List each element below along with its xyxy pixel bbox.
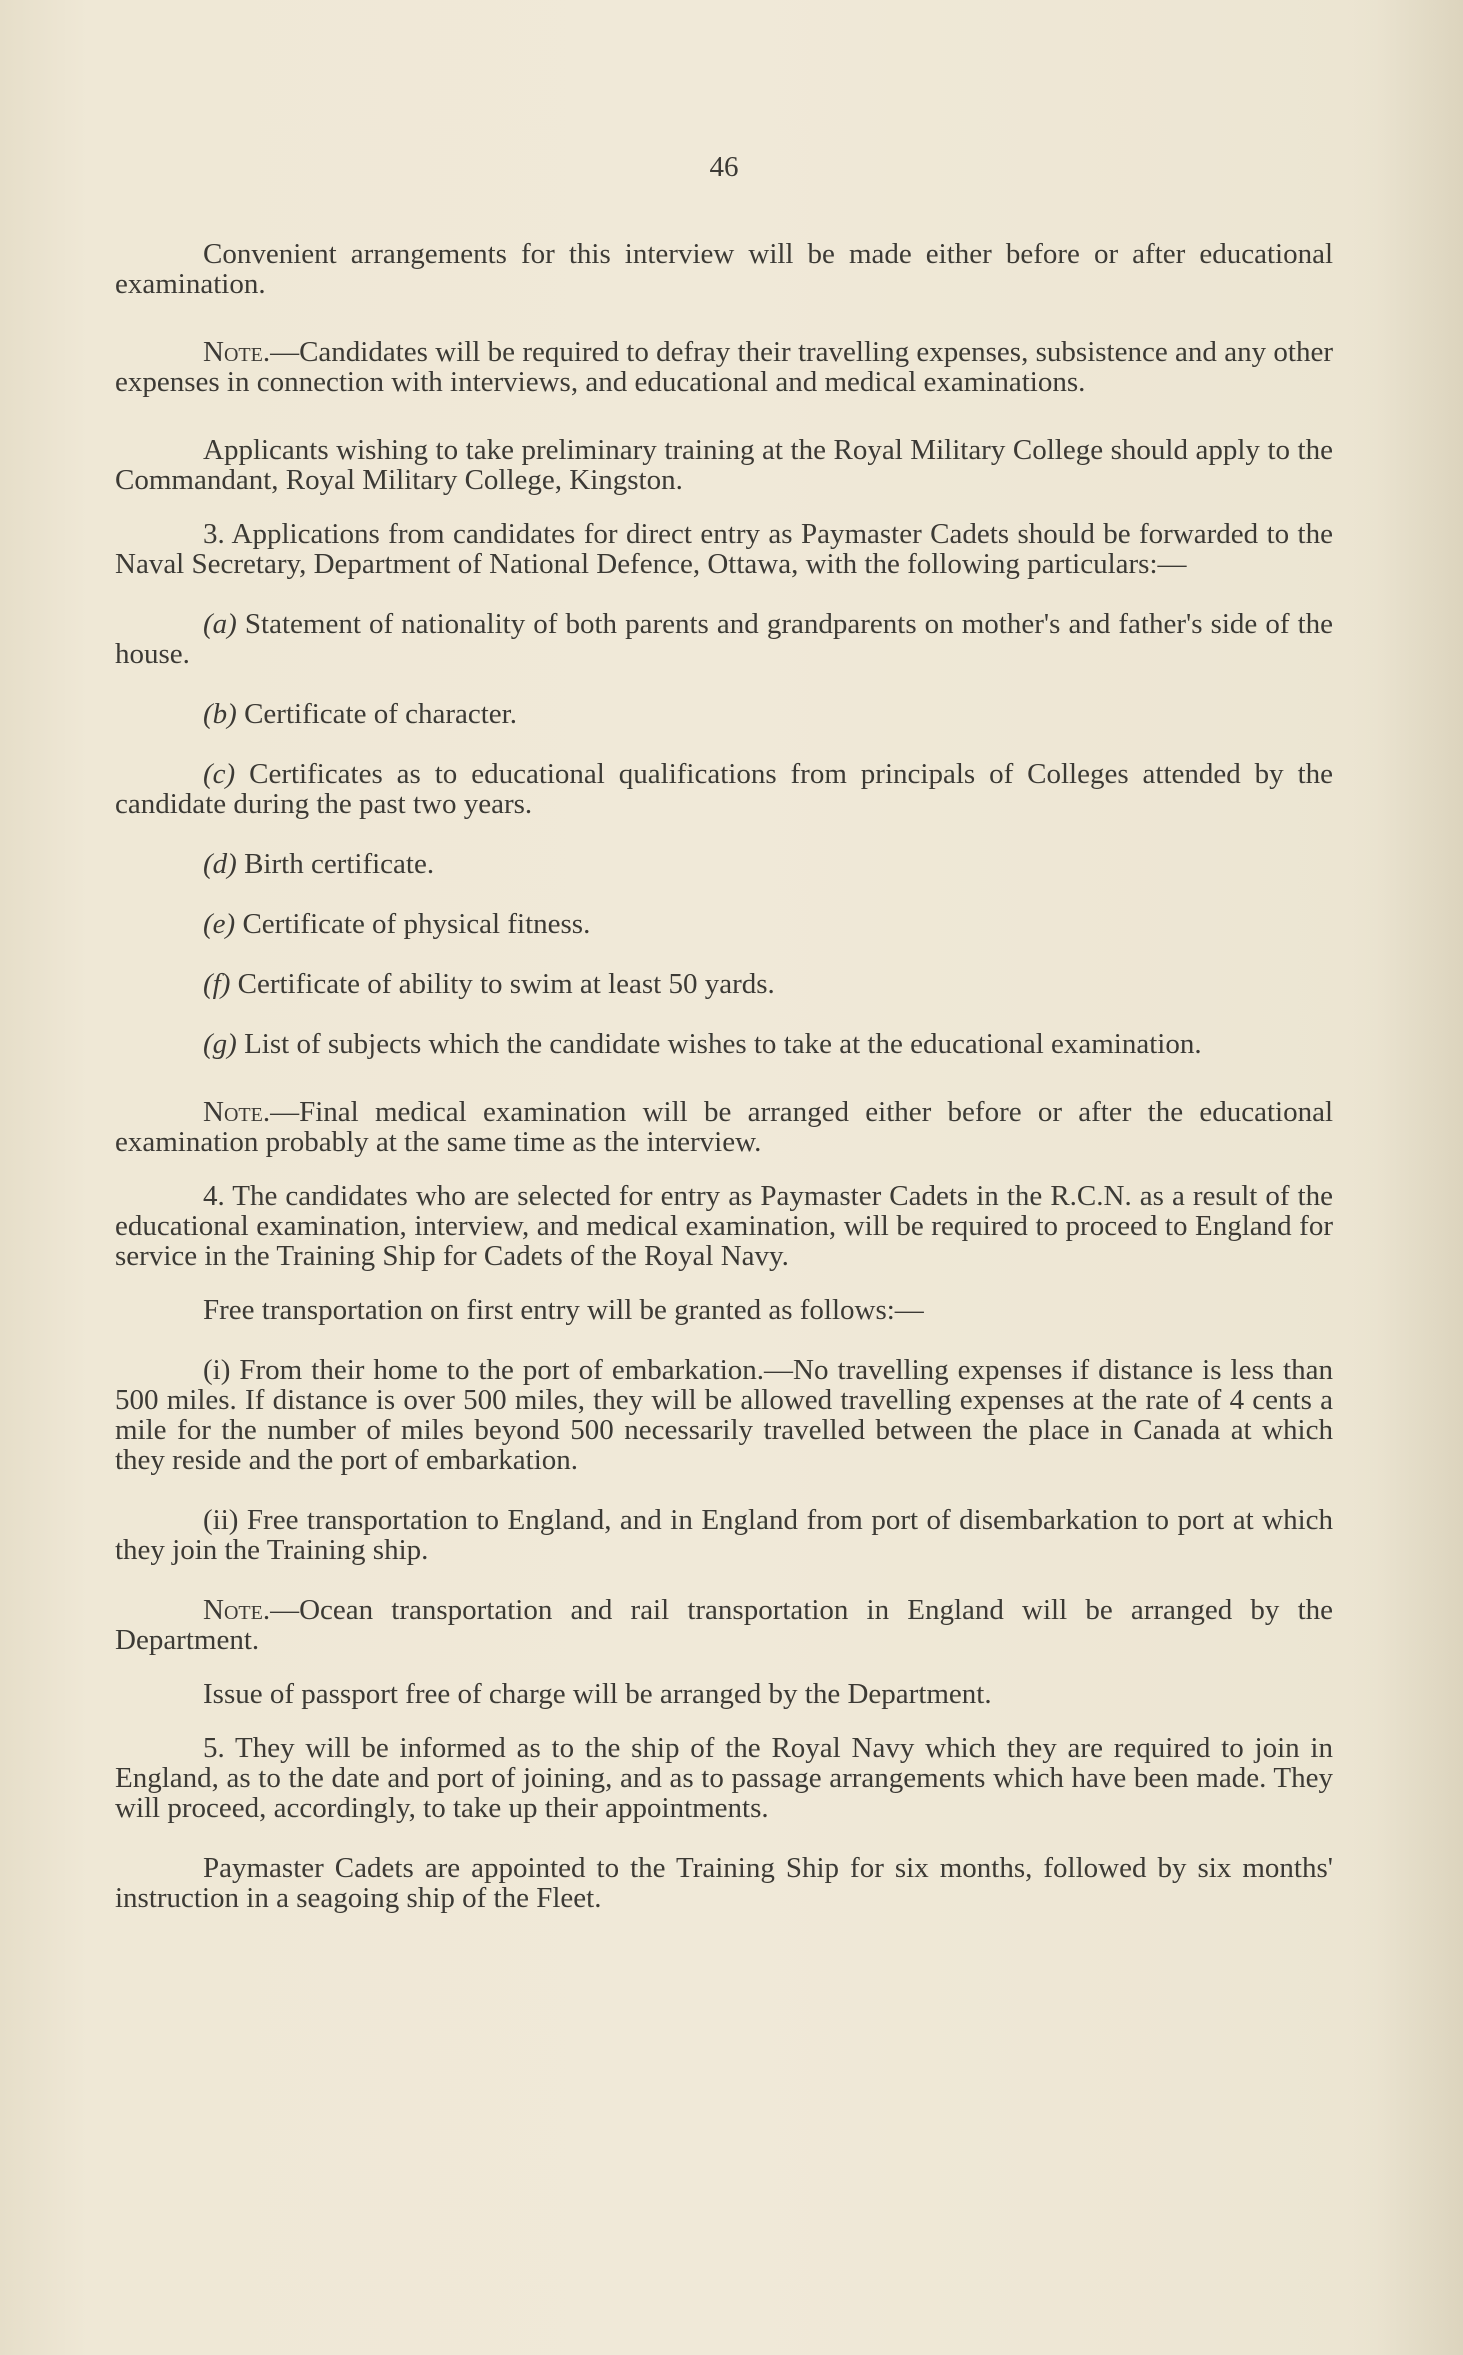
item-text: List of subjects which the candidate wishes to take at the educational examination.	[244, 1028, 1202, 1060]
item-text: Statement of nationality of both parents and grandparents on mother's and father's side of the house.	[115, 608, 1334, 670]
item-label: (a)	[203, 608, 237, 640]
item-label: (c)	[203, 758, 236, 790]
item-text: Birth certificate.	[244, 848, 435, 880]
note-text: —Ocean transportation and rail transportation in England will be arranged by the Department.	[115, 1594, 1333, 1656]
item-label: (e)	[203, 908, 236, 940]
note-final-medical	[115, 1097, 1333, 1157]
item-label: (g)	[203, 1028, 237, 1060]
paragraph-paymaster-cadets-appointment: Paymaster Cadets are appointed to the Training Ship for six months, followed by six months' instruction in a seagoing ship of the Fleet.	[115, 1852, 1333, 1914]
paragraph-free-transportation: Free transportation on first entry will be granted as follows:—	[203, 1294, 924, 1326]
page-number: 46	[709, 151, 739, 183]
note-travelling-expenses	[115, 337, 1333, 397]
list-item-e	[115, 909, 1333, 939]
page-edge-shadow	[1343, 0, 1463, 2355]
item-text: Certificate of character.	[244, 698, 517, 730]
note-label: Note.	[203, 1594, 271, 1626]
list-item-a	[115, 609, 1333, 669]
list-item-c	[115, 759, 1333, 819]
list-item-d	[115, 849, 1333, 879]
paragraph-section-4: 4. The candidates who are selected for entry as Paymaster Cadets in the R.C.N. as a result of the educational examination, interview, and medical examination, will be required to proceed to England for service in the Training Ship for Cadets of the Royal Navy.	[115, 1180, 1333, 1272]
note-text: —Final medical examination will be arranged either before or after the educational examination probably at the same time as the interview.	[115, 1096, 1333, 1158]
list-item-g	[115, 1029, 1333, 1059]
paragraph-interview-arrangements: Convenient arrangements for this interview will be made either before or after educational examination.	[115, 238, 1333, 300]
item-label: (d)	[203, 848, 237, 880]
paragraph-rmc-applicants: Applicants wishing to take preliminary training at the Royal Military College should apply to the Commandant, Royal Military College, Kingston.	[115, 434, 1333, 496]
paragraph-transport-to-england: (ii) Free transportation to England, and in England from port of disembarkation to port at which they join the Training ship.	[115, 1504, 1333, 1566]
note-label: Note.	[203, 336, 271, 368]
paragraph-transport-home-to-port: (i) From their home to the port of embarkation.—No travelling expenses if distance is less than 500 miles. If distance is over 500 miles, they will be allowed travelling expenses at the rate of 4 cents a mile for the number of miles beyond 500 necessarily travelled between the place in Canada at which they reside and the port of embarkation.	[115, 1354, 1333, 1476]
paragraph-applications-section-3: 3. Applications from candidates for direct entry as Paymaster Cadets should be forwarded to the Naval Secretary, Department of National Defence, Ottawa, with the following particulars:—	[115, 518, 1333, 580]
paragraph-section-5: 5. They will be informed as to the ship of the Royal Navy which they are required to join in England, as to the date and port of joining, and as to passage arrangements which have been made. They will proceed, accordingly, to take up their appointments.	[115, 1732, 1333, 1824]
paragraph-passport: Issue of passport free of charge will be arranged by the Department.	[203, 1678, 992, 1710]
item-label: (f)	[203, 968, 231, 1000]
item-text: Certificate of physical fitness.	[242, 908, 591, 940]
item-label: (b)	[203, 698, 237, 730]
note-label: Note.	[203, 1096, 271, 1128]
list-item-b	[115, 699, 1333, 729]
item-text: Certificates as to educational qualifications from principals of Colleges attended by the candidate during the past two years.	[115, 758, 1334, 820]
note-ocean-transportation	[115, 1595, 1333, 1655]
item-text: Certificate of ability to swim at least 50 yards.	[237, 968, 775, 1000]
page-content	[115, 140, 1333, 1913]
list-item-f	[115, 969, 1333, 999]
note-text: —Candidates will be required to defray their travelling expenses, subsistence and any other expenses in connection with interviews, and educational and medical examinations.	[115, 336, 1333, 398]
